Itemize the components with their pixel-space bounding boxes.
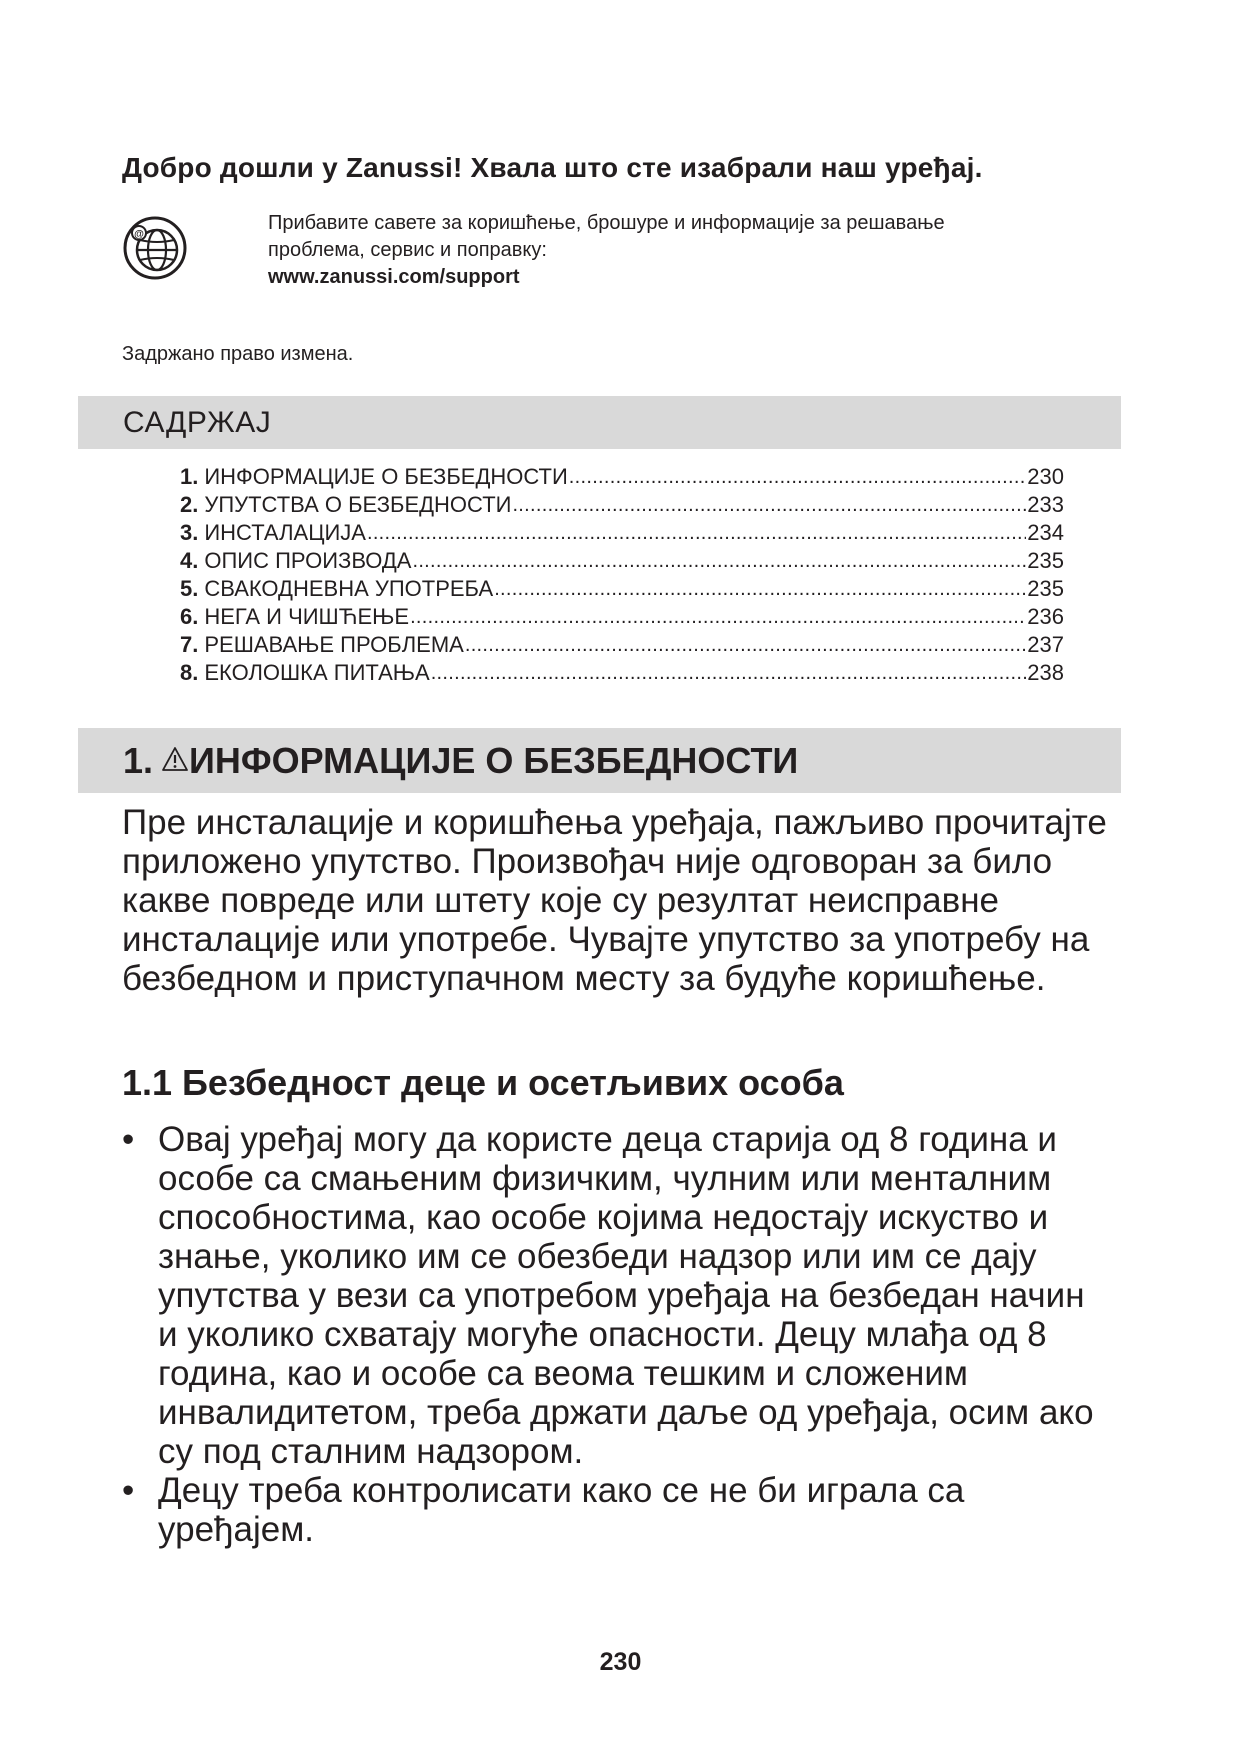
toc-item[interactable] — [180, 519, 1064, 547]
toc-item-label: НЕГА И ЧИШЋЕЊЕ — [204, 604, 410, 629]
toc-item[interactable] — [180, 463, 1064, 491]
toc-item-number: 6. — [180, 604, 199, 629]
toc-item-number: 8. — [180, 660, 199, 685]
toc-item[interactable] — [180, 491, 1064, 519]
list-item — [122, 1120, 1112, 1471]
toc-item[interactable] — [180, 603, 1064, 631]
toc-item-number: 5. — [180, 576, 199, 601]
toc-leader-dots — [412, 547, 1026, 575]
bullet-text: Децу треба контролисати како се не би играла са уређајем. — [158, 1471, 965, 1549]
toc-item-number: 2. — [180, 492, 199, 517]
support-text-line1: Прибавите савете за коришћење, брошуре и информације за решавање — [268, 212, 945, 234]
toc-leader-dots — [367, 519, 1026, 547]
safety-intro-paragraph: Пре инсталације и коришћења уређаја, пажљиво прочитајте приложено упутство. Произвођач није одговоран за било какве повреде или штету које су резултат неисправне инсталације или употребе. Чувајте упутство за употребу на безбедном и приступачном месту за будуће коришћење. — [122, 803, 1107, 998]
toc-leader-dots — [569, 463, 1027, 491]
toc-item-number: 4. — [180, 548, 199, 573]
page-number: 230 — [599, 1648, 642, 1676]
toc-item-number: 7. — [180, 632, 199, 657]
table-of-contents — [180, 463, 1064, 687]
subsection-title: 1.1 Безбедност деце и осетљивих особа — [122, 1062, 844, 1103]
toc-item-page: 230 — [1027, 464, 1064, 489]
toc-item-label: ЕКОЛОШКА ПИТАЊА — [204, 660, 430, 685]
toc-item[interactable] — [180, 547, 1064, 575]
toc-item[interactable] — [180, 659, 1064, 687]
toc-item-label: СВАКОДНЕВНА УПОТРЕБА — [204, 576, 494, 601]
section-header-bar — [78, 728, 1121, 793]
toc-leader-dots — [465, 631, 1026, 659]
svg-text:@: @ — [134, 229, 144, 240]
toc-item-number: 1. — [180, 464, 199, 489]
section-title — [123, 740, 798, 782]
toc-item-page: 235 — [1027, 576, 1064, 601]
support-info — [268, 210, 1068, 291]
support-link[interactable]: www.zanussi.com/support — [268, 266, 520, 288]
support-text-line2: проблема, сервис и поправку: — [268, 239, 547, 261]
toc-header-bar — [78, 396, 1121, 449]
toc-item-page: 237 — [1027, 632, 1064, 657]
warning-icon — [161, 745, 189, 773]
toc-title: САДРЖАЈ — [123, 406, 272, 439]
rights-reserved-note: Задржано право измена. — [122, 343, 354, 365]
toc-leader-dots — [494, 575, 1026, 603]
toc-leader-dots — [410, 603, 1026, 631]
section-number: 1. — [123, 740, 154, 781]
safety-bullet-list — [122, 1120, 1112, 1549]
section-title-text: ИНФОРМАЦИЈЕ О БЕЗБЕДНОСТИ — [189, 740, 799, 781]
welcome-heading: Добро дошли у Zanussi! Хвала што сте изабрали наш уређај. — [122, 152, 983, 183]
toc-item-number: 3. — [180, 520, 199, 545]
toc-leader-dots — [512, 491, 1026, 519]
toc-item-page: 234 — [1027, 520, 1064, 545]
toc-item-page: 238 — [1027, 660, 1064, 685]
toc-item[interactable] — [180, 575, 1064, 603]
bullet-text: Овај уређај могу да користе деца старија од 8 година и особе са смањеним физичким, чулним или менталним способностима, као особе којима недостају искуство и знање, уколико им се обезбеди надзор или им се дају упутства у вези са употребом уређаја на безбедан начин и уколико схватају могуће опасности. Децу млађа од 8 година, као и особе са веома тешким и сложеним инвалидитетом, треба држати даље од уређаја, осим ако су под сталним надзором. — [158, 1120, 1094, 1471]
toc-item-page: 233 — [1027, 492, 1064, 517]
bullet-marker: • — [122, 1120, 135, 1159]
toc-item-label: ОПИС ПРОИЗВОДА — [204, 548, 412, 573]
toc-item-label: ИНФОРМАЦИЈЕ О БЕЗБЕДНОСТИ — [204, 464, 568, 489]
toc-item[interactable] — [180, 631, 1064, 659]
list-item — [122, 1471, 1112, 1549]
toc-leader-dots — [431, 659, 1027, 687]
toc-item-label: УПУТСТВА О БЕЗБЕДНОСТИ — [204, 492, 512, 517]
toc-item-label: ИНСТАЛАЦИЈА — [204, 520, 366, 545]
globe-icon — [122, 215, 188, 281]
bullet-marker: • — [122, 1471, 135, 1510]
toc-item-page: 236 — [1027, 604, 1064, 629]
toc-item-page: 235 — [1027, 548, 1064, 573]
toc-item-label: РЕШАВАЊЕ ПРОБЛЕМА — [204, 632, 464, 657]
